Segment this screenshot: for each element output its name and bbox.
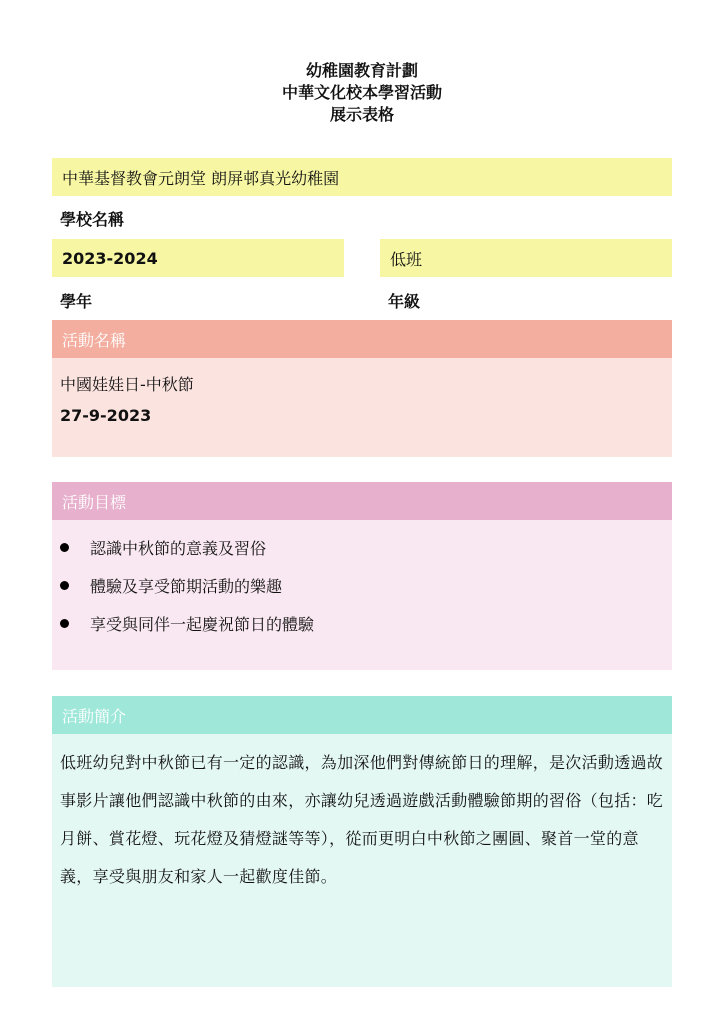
activity-name-value: 中國娃娃日-中秋節: [60, 375, 194, 394]
list-item: [60, 528, 672, 566]
bullet-icon: [60, 543, 69, 552]
objectives-panel: [52, 520, 672, 670]
bullet-icon: [60, 619, 69, 628]
school-name-value: 中華基督教會元朗堂 朗屏邨真光幼稚園: [62, 168, 340, 188]
intro-panel: [52, 734, 672, 987]
activity-date-value: 27-9-2023: [60, 406, 152, 425]
intro-text: 低班幼兒對中秋節已有一定的認識，為加深他們對傳統節日的理解，是次活動透過故事影片讓他們認識中秋節的由來，亦讓幼兒透過遊戲活動體驗節期的習俗（包括：吃月餅、賞花燈、玩花燈及猜燈謎等等），從而更明白中秋節之團圓、聚首一堂的意義，享受與朋友和家人一起歡度佳節。: [60, 753, 664, 886]
school-name-field: [52, 158, 672, 196]
list-item: [60, 566, 672, 604]
intro-header-label: 活動簡介: [62, 706, 127, 726]
school-year-field: [52, 239, 344, 277]
title-line-2: 中華文化校本學習活動: [281, 83, 442, 102]
title-line-1: 幼稚園教育計劃: [305, 61, 418, 80]
grade-field: [380, 239, 672, 277]
intro-header: [52, 696, 672, 734]
objectives-header-label: 活動目標: [62, 492, 127, 512]
school-year-value: 2023-2024: [62, 248, 158, 268]
objective-text: 享受與同伴一起慶祝節日的體驗: [90, 614, 315, 634]
school-name-label: 學校名稱: [60, 210, 125, 229]
objectives-header: [52, 482, 672, 520]
objective-text: 認識中秋節的意義及習俗: [90, 538, 267, 558]
school-year-label: 學年: [60, 292, 93, 311]
objective-text: 體驗及享受節期活動的樂趣: [90, 576, 283, 596]
title-line-3: 展示表格: [329, 105, 394, 124]
document-title: [0, 60, 724, 126]
activity-name-header-label: 活動名稱: [62, 330, 127, 350]
grade-value: 低班: [390, 249, 423, 269]
grade-label: 年級: [388, 292, 421, 311]
bullet-icon: [60, 581, 69, 590]
activity-name-panel: [52, 358, 672, 457]
list-item: [60, 604, 672, 642]
activity-name-header: [52, 320, 672, 358]
